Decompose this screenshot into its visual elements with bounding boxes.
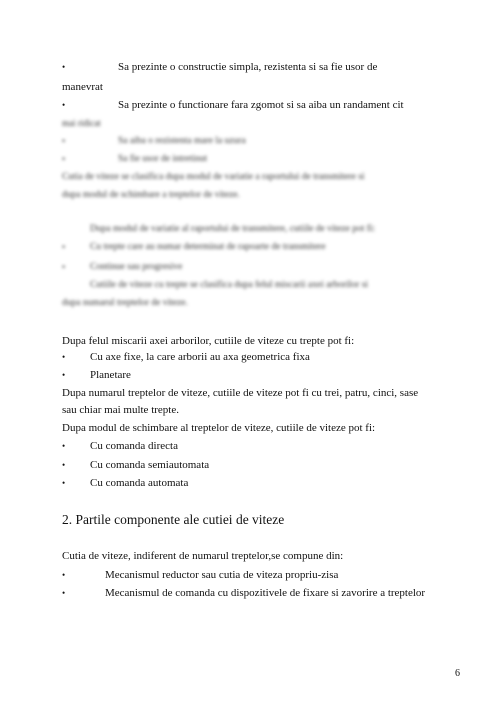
bullet: • xyxy=(62,62,66,72)
list-item: Cu axe fixe, la care arborii au axa geometrica fixa xyxy=(90,351,310,363)
list-item: Cu comanda directa xyxy=(90,440,178,452)
bullet: • xyxy=(62,136,66,146)
bullet: • xyxy=(62,262,66,272)
paragraph-line: Cutia de viteze se clasifica dupa modul de variatie a raportului de transmitere si xyxy=(62,172,365,182)
list-item: Sa prezinte o functionare fara zgomot si sa aiba un randament cit xyxy=(118,99,404,111)
list-item: Cu comanda automata xyxy=(90,477,189,489)
paragraph-line: Dupa modul de variatie al raportului de transmitere, cutiile de viteze pot fi: xyxy=(90,224,376,234)
paragraph-line: dupa modul de schimbare a treptelor de viteze. xyxy=(62,190,240,200)
list-item: Mecanismul de comanda cu dispozitivele de fixare si zavorire a treptelor xyxy=(105,587,426,599)
paragraph-line: Dupa numarul treptelor de viteze, cutiile de viteze pot fi cu trei, patru, cinci, sase xyxy=(62,387,419,399)
list-item-continuation: mai ridicat xyxy=(62,118,101,128)
bullet: • xyxy=(62,460,66,470)
bullet: • xyxy=(62,100,66,110)
bullet: • xyxy=(62,352,66,362)
list-item: Sa prezinte o constructie simpla, rezistenta si sa fie usor de xyxy=(118,61,378,73)
list-item: Cu trepte care au numar determinat de rapoarte de transmitere xyxy=(90,242,326,252)
list-item-continuation: manevrat xyxy=(62,81,103,93)
list-item: Sa fie usor de intretinut xyxy=(118,154,208,164)
page-number: 6 xyxy=(455,668,460,679)
paragraph-line: Dupa modul de schimbare al treptelor de viteze, cutiile de viteze pot fi: xyxy=(62,422,376,434)
list-item: Planetare xyxy=(90,369,131,381)
section-heading: 2. Partile componente ale cutiei de viteze xyxy=(62,512,285,527)
list-item: Sa aiba o rezistenta mare la uzura xyxy=(118,136,246,146)
bullet: • xyxy=(62,441,66,451)
list-item: Continue sau progresive xyxy=(90,262,183,272)
paragraph-line: dupa numarul treptelor de viteze. xyxy=(62,298,188,308)
bullet: • xyxy=(62,242,66,252)
bullet: • xyxy=(62,588,66,598)
paragraph-line: sau chiar mai multe trepte. xyxy=(62,404,179,416)
list-item: Cu comanda semiautomata xyxy=(90,459,210,471)
bullet: • xyxy=(62,478,66,488)
paragraph-line: Cutiile de viteze cu trepte se clasifica dupa felul miscarii axei arborilor si xyxy=(90,280,369,290)
bullet: • xyxy=(62,570,66,580)
bullet: • xyxy=(62,370,66,380)
bullet: • xyxy=(62,154,66,164)
paragraph-line: Cutia de viteze, indiferent de numarul treptelor,se compune din: xyxy=(62,550,344,562)
list-item: Mecanismul reductor sau cutia de viteza propriu-zisa xyxy=(105,569,339,581)
paragraph-line: Dupa felul miscarii axei arborilor, cutiile de viteze cu trepte pot fi: xyxy=(62,335,355,347)
